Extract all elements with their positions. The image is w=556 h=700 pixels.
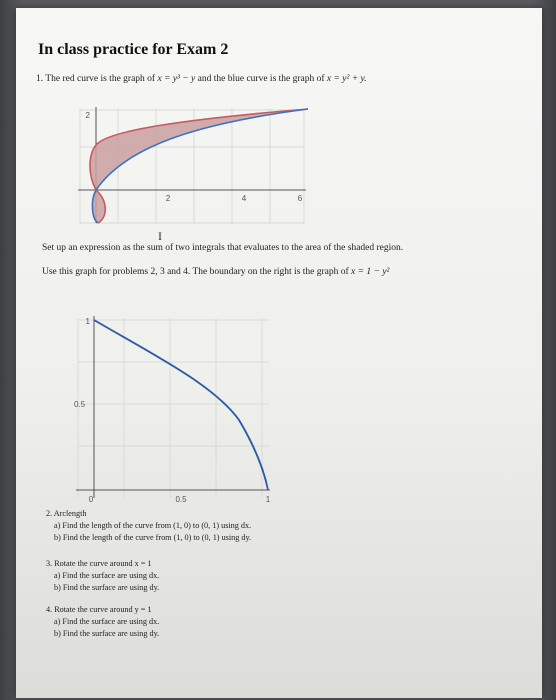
text-cursor-icon: I	[158, 229, 162, 243]
use-graph-text: Use this graph for problems 2, 3 and 4. The boundary on the right is the graph of	[42, 267, 349, 277]
area-graph-x-tick: 6	[297, 194, 303, 203]
quarter-graph-grid	[78, 318, 269, 498]
quarter-graph-x-tick: 1	[265, 495, 271, 504]
question-3a: a) Find the surface are using dx.	[54, 571, 160, 580]
shaded-region	[90, 109, 308, 190]
area-graph-y-tick: 2	[85, 111, 90, 120]
quarter-graph-y-tick: 0.5	[74, 400, 86, 409]
setup-instruction: Set up an expression as the sum of two integrals that evaluates to the area of the shaded region.	[42, 243, 404, 253]
question-2	[46, 508, 251, 544]
question-4a: a) Find the surface are using dx.	[54, 617, 160, 626]
quarter-curve-graph	[64, 310, 279, 515]
question-1	[36, 74, 367, 84]
question-1-mid: and the blue curve is the graph of	[197, 74, 325, 84]
area-graph-x-tick: 2	[165, 194, 171, 203]
question-2b: b) Find the length of the curve from (1, 0) to (0, 1) using dy.	[54, 533, 252, 542]
area-graph	[68, 105, 308, 225]
question-4	[46, 604, 159, 640]
paper-sheet	[16, 8, 542, 698]
question-4-label: 4. Rotate the curve around y = 1	[46, 605, 152, 614]
quarter-graph-y-tick: 1	[85, 317, 90, 326]
quarter-graph-x-tick: 0.5	[175, 495, 187, 504]
blue-curve-equation: x = y² + y.	[326, 74, 367, 84]
page-title: In class practice for Exam 2	[38, 41, 229, 58]
question-3	[46, 558, 159, 594]
question-3-label: 3. Rotate the curve around x = 1	[46, 559, 152, 568]
quarter-graph-x-tick: 0	[88, 495, 94, 504]
boundary-curve	[94, 320, 268, 490]
area-graph-x-tick: 4	[241, 194, 247, 203]
red-curve-equation: x = y³ − y	[157, 74, 196, 84]
question-3b: b) Find the surface are using dy.	[54, 583, 160, 592]
boundary-equation: x = 1 − y²	[351, 267, 390, 277]
question-4b: b) Find the surface are using dy.	[54, 629, 160, 638]
question-2a: a) Find the length of the curve from (1, 0) to (0, 1) using dx.	[54, 521, 252, 530]
question-1-pre: The red curve is the graph of	[45, 74, 156, 84]
use-graph-instruction	[42, 267, 389, 277]
question-1-number: 1.	[36, 74, 44, 84]
question-2-label: 2. Arclength	[46, 509, 87, 518]
